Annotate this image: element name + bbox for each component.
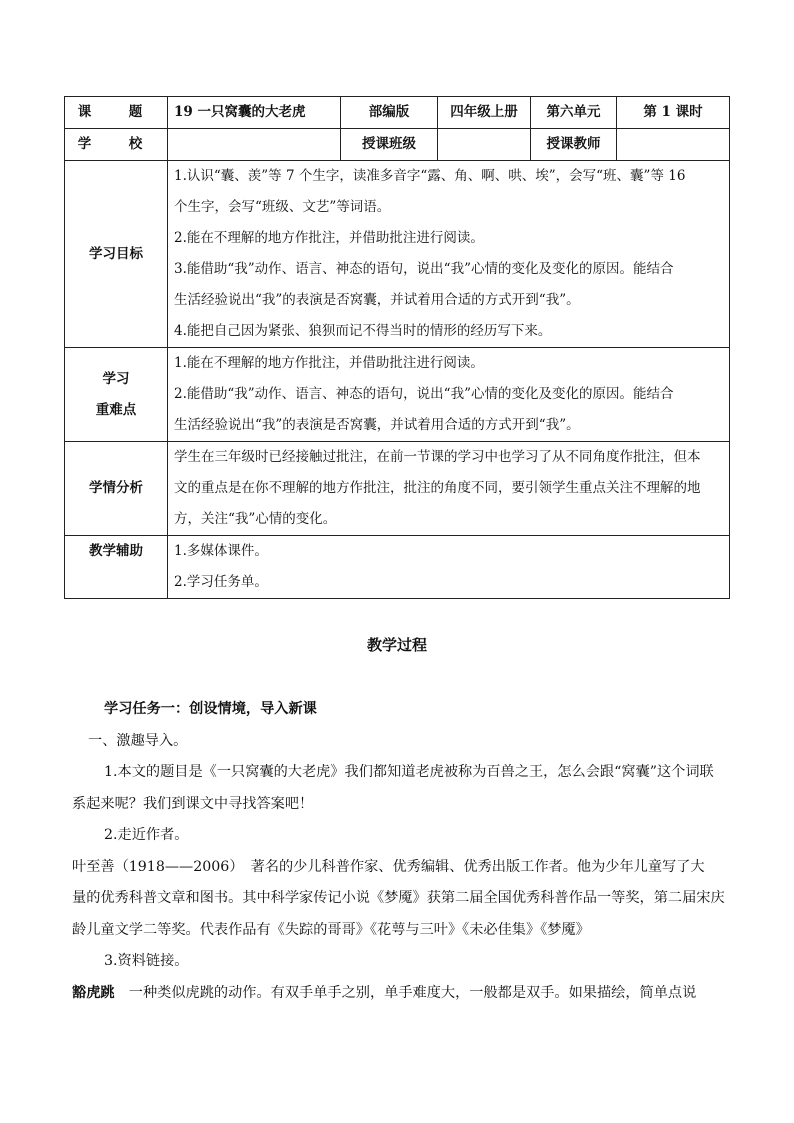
class-label: 授课班级 xyxy=(341,129,438,161)
school-label: 学 校 xyxy=(65,129,168,161)
table-row xyxy=(65,536,730,599)
goal-line: 4.能把自己因为紧张、狼狈而记不得当时的情形的经历写下来。 xyxy=(174,323,552,339)
difficulties-label xyxy=(65,348,168,442)
school-value xyxy=(168,129,341,161)
difficulties-label-line2: 重难点 xyxy=(95,401,137,418)
paragraph: 3.资料链接。 xyxy=(104,953,189,969)
table-row xyxy=(65,442,730,536)
aids-label: 教学辅助 xyxy=(65,536,168,599)
paragraph: 2.走近作者。 xyxy=(104,827,189,843)
analysis-line: 方，关注“我”心情的变化。 xyxy=(174,511,337,527)
difficulty-line: 生活经验说出“我”的表演是否窝囊，并试着用合适的方式开到“我”。 xyxy=(174,417,580,433)
edition: 部编版 xyxy=(341,97,438,129)
goals-content xyxy=(168,161,730,348)
unit: 第六单元 xyxy=(531,97,617,129)
aid-line: 1.多媒体课件。 xyxy=(174,543,268,559)
term-definition: 一种类似虎跳的动作。有双手单手之别，单手难度大，一般都是双手。如果描绘，简单点说 xyxy=(114,984,697,1001)
difficulty-line: 2.能借助“我”动作、语言、神态的语句，说出“我”心情的变化及变化的原因。能结合 xyxy=(174,386,674,402)
grade: 四年级上册 xyxy=(438,97,531,129)
task-heading: 学习任务一：创设情境，导入新课 xyxy=(104,701,317,717)
analysis-label: 学情分析 xyxy=(65,442,168,536)
teacher-value xyxy=(617,129,730,161)
term-paragraph xyxy=(72,978,738,1010)
section-heading: 一、激趣导入。 xyxy=(88,732,188,749)
goal-line: 3.能借助“我”动作、语言、神态的语句，说出“我”心情的变化及变化的原因。能结合 xyxy=(174,261,674,277)
goal-line: 个生字，会写“班级、文艺”等词语。 xyxy=(174,199,391,215)
goal-line: 1.认识“囊、羡”等 7 个生字，读准多音字“露、角、啊、哄、埃”，会写“班、囊”等 16 xyxy=(174,168,686,184)
table-row xyxy=(65,97,730,129)
goal-line: 生活经验说出“我”的表演是否窝囊，并试着用合适的方式开到“我”。 xyxy=(174,292,580,308)
period: 第 1 课时 xyxy=(617,97,730,129)
analysis-line: 文的重点是在你不理解的地方作批注，批注的角度不同，要引领学生重点关注不理解的地 xyxy=(174,480,701,496)
author-paragraph: 量的优秀科普文章和图书。其中科学家传记小说《梦魇》获第二届全国优秀科普作品一等奖，第二届宋庆 xyxy=(72,890,725,906)
term: 豁虎跳 xyxy=(72,984,115,1001)
lesson-label: 课 题 xyxy=(65,97,168,129)
goals-label: 学习目标 xyxy=(65,161,168,348)
lesson-plan-table xyxy=(64,96,730,599)
table-row xyxy=(65,129,730,161)
difficulty-line: 1.能在不理解的地方作批注，并借助批注进行阅读。 xyxy=(174,355,484,371)
paragraph: 系起来呢？我们到课文中寻找答案吧！ xyxy=(72,795,314,812)
table-row xyxy=(65,348,730,442)
aids-content xyxy=(168,536,730,599)
lesson-title: 19 一只窝囊的大老虎 xyxy=(168,97,341,129)
class-value xyxy=(438,129,531,161)
teacher-label: 授课教师 xyxy=(531,129,617,161)
process-title: 教学过程 xyxy=(366,636,427,654)
author-paragraph: 龄儿童文学二等奖。代表作品有《失踪的哥哥》《花萼与三叶》《未必佳集》《梦魇》 xyxy=(72,921,590,938)
process-body xyxy=(72,694,738,1009)
table-row xyxy=(65,161,730,348)
difficulties-label-line1: 学习 xyxy=(102,370,130,387)
difficulties-content xyxy=(168,348,730,442)
paragraph: 1.本文的题目是《一只窝囊的大老虎》我们都知道老虎被称为百兽之王，怎么会跟“窝囊”这个词联 xyxy=(104,764,714,780)
aid-line: 2.学习任务单。 xyxy=(174,574,268,590)
author-paragraph: 叶至善（1918——2006） 著名的少儿科普作家、优秀编辑、优秀出版工作者。他为少年儿童写了大 xyxy=(72,858,705,875)
analysis-content xyxy=(168,442,730,536)
goal-line: 2.能在不理解的地方作批注，并借助批注进行阅读。 xyxy=(174,230,484,246)
analysis-line: 学生在三年级时已经接触过批注，在前一节课的学习中也学习了从不同角度作批注，但本 xyxy=(174,449,701,465)
